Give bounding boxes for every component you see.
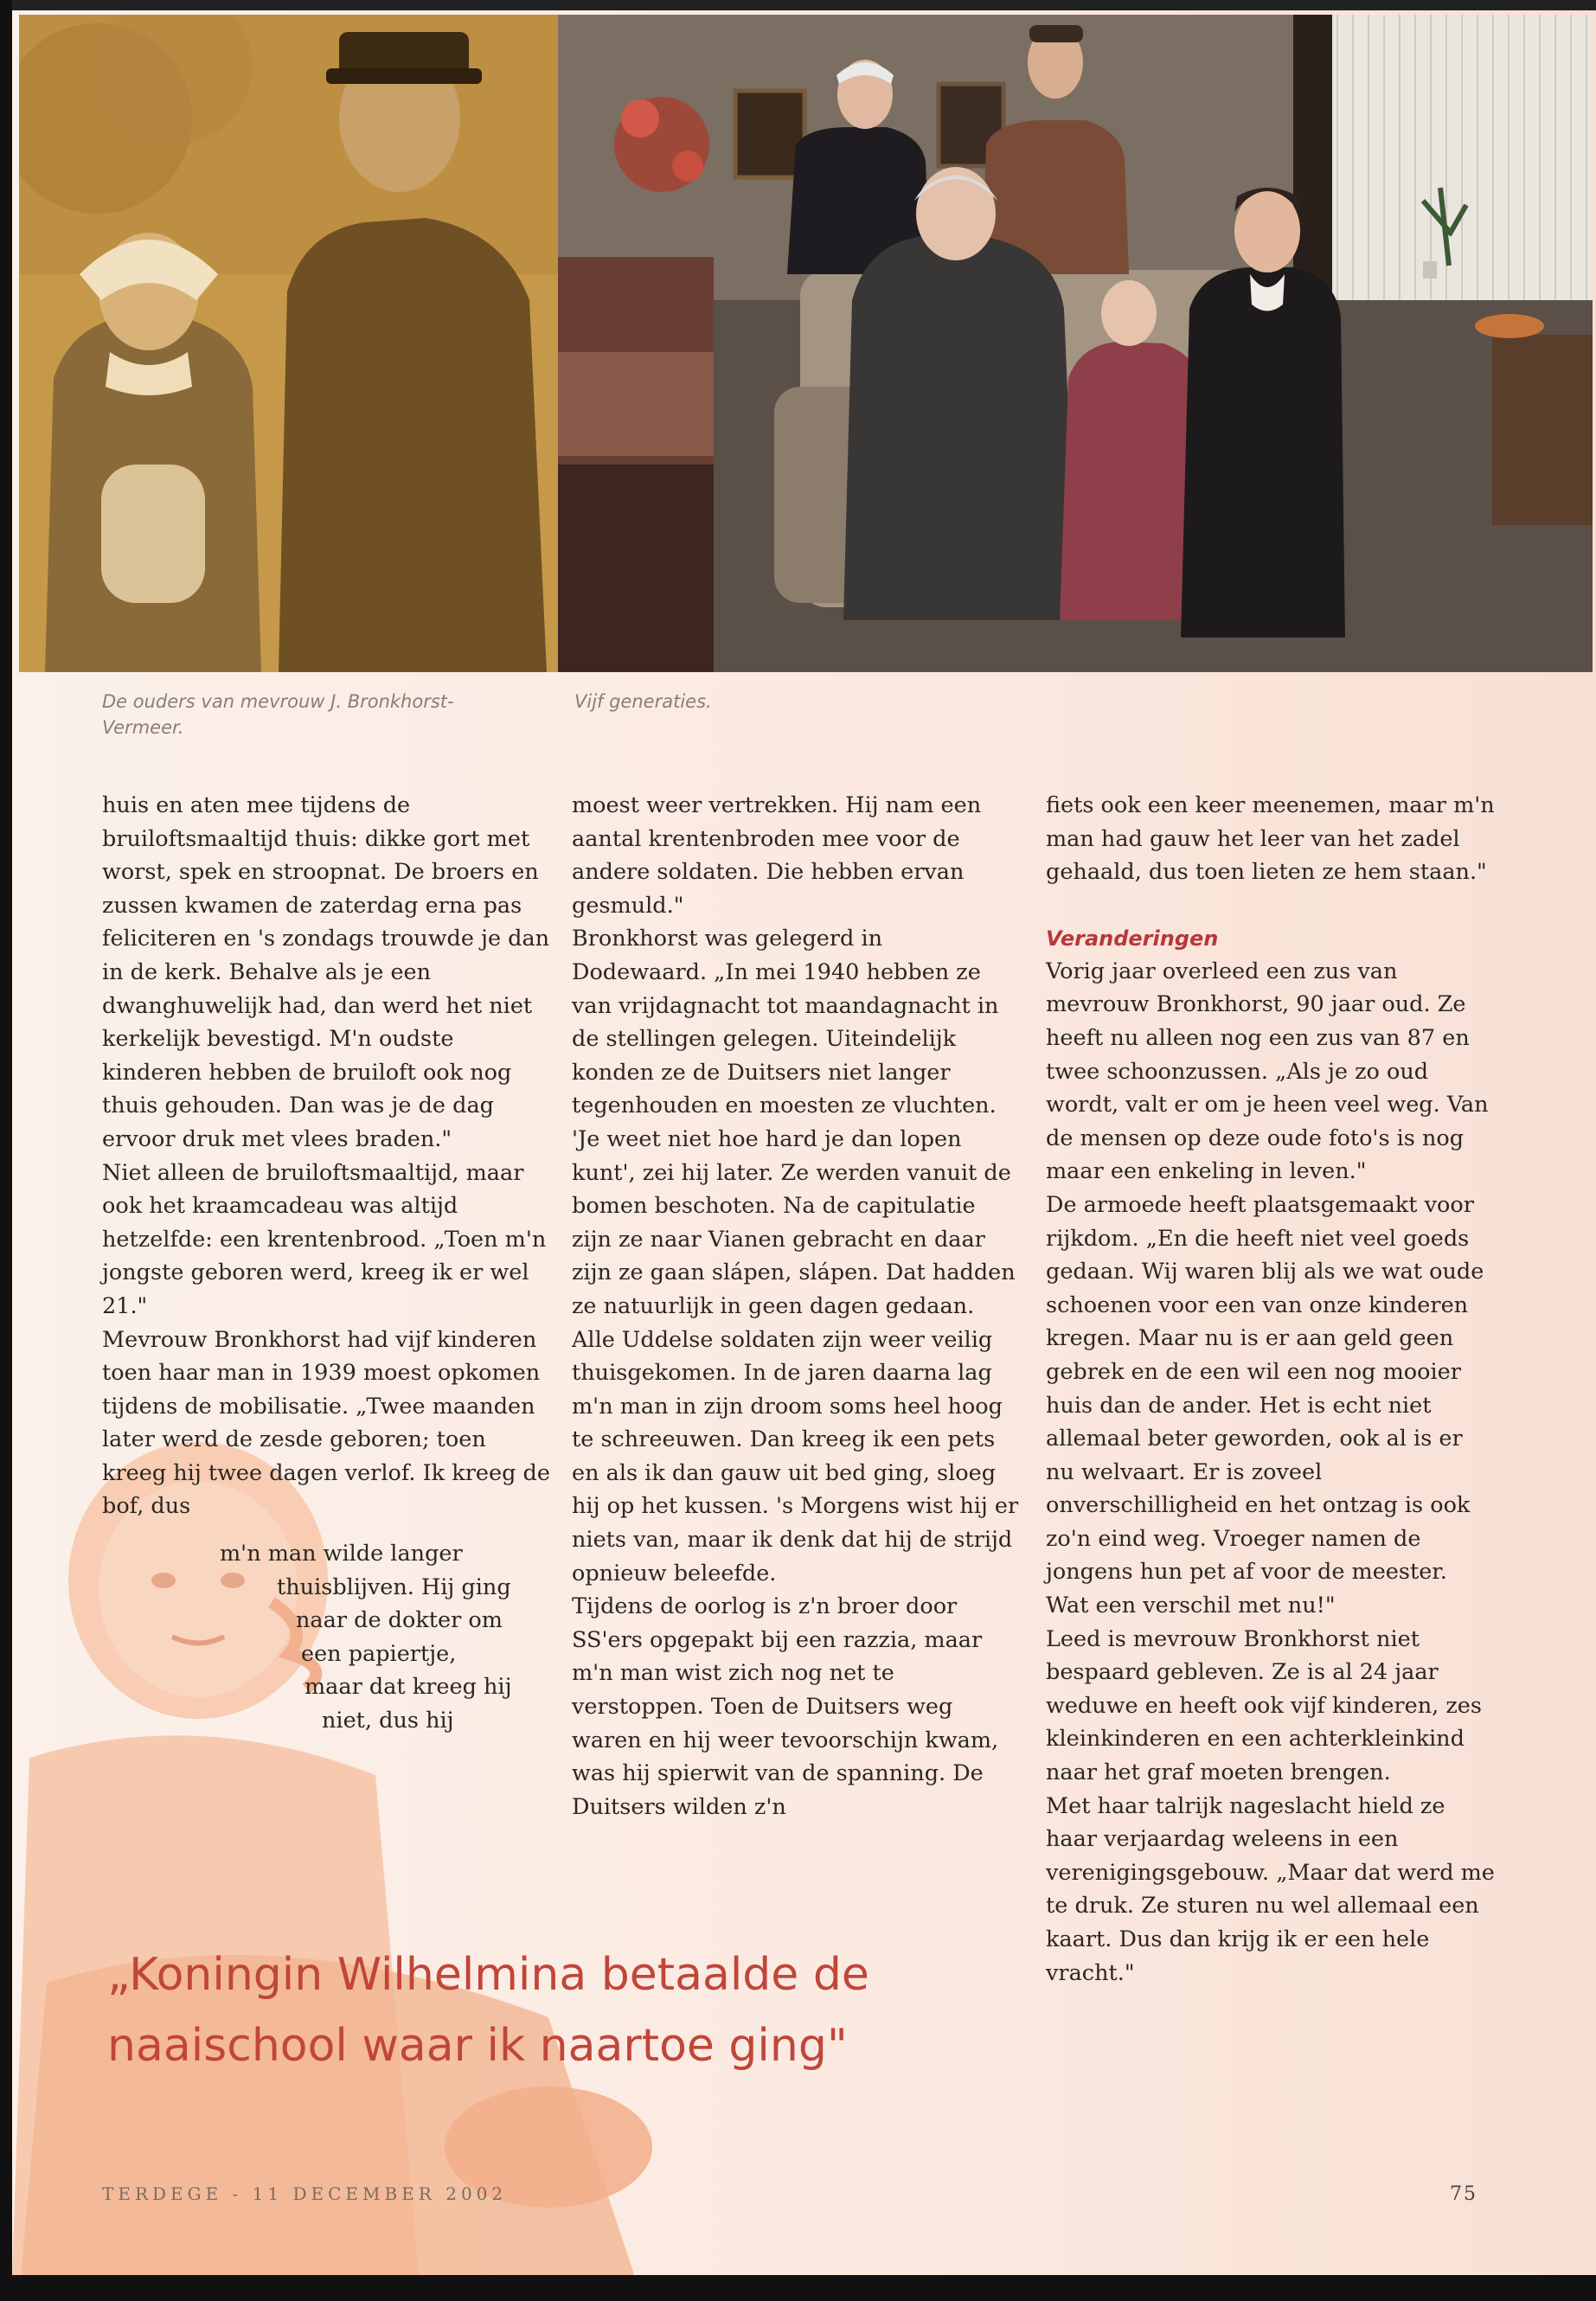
column-1-wrap-line-4: een papiertje, xyxy=(301,1641,457,1667)
column-3-body-text: Vorig jaar overleed een zus van mevrouw Bronkhorst, 90 jaar oud. Ze heeft nu alleen nog een zus van 87 en twee schoonzussen. „Als je zo oud wordt, valt er om je heen veel weg. Van de mensen op deze oude foto's is nog maar een enkeling in leven." De armoede heeft plaatsgemaakt voor rijkdom. „En die heeft niet veel goeds gedaan. Wij waren blij als we wat oude schoenen voor een van onze kinderen kregen. Maar nu is er aan geld geen gebrek en de een wil een nog mooier huis dan de ander. Het is echt niet allemaal beter geworden, ook al is er nu welvaart. Er is zoveel onverschilligheid en het ontzag is ook zo'n eind weg. Vroeger namen de jongens hun pet af voor de meester. Wat een verschil met nu!" Leed is mevrouw Bronkhorst niet bespaard gebleven. Ze is al 24 jaar weduwe en heeft ook vijf kinderen, zes kleinkinderen en een achterkleinkind naar het graf moeten brengen. Met haar talrijk nageslacht hield ze haar verjaardag weleens in een verenigingsgebouw. „Maar dat werd me te druk. Ze sturen nu wel allemaal een kaart. Dus dan krijg ik er een hele vracht." xyxy=(1046,958,1495,1986)
column-1 xyxy=(102,789,552,1523)
scan-border-top xyxy=(0,0,1596,10)
pull-quote: „Koningin Wilhelmina betaalde de naaischool waar ik naartoe ging" xyxy=(107,1949,869,2072)
scan-border-left xyxy=(0,0,12,2301)
column-1-wrap-line-1: m'n man wilde langer xyxy=(220,1541,463,1567)
section-heading-veranderingen: Veranderingen xyxy=(1046,926,1219,951)
column-1-wrap-line-2: thuisblijven. Hij ging xyxy=(277,1574,511,1600)
page-number: 75 xyxy=(1450,2183,1477,2205)
caption-parents-photo: De ouders van mevrouw J. Bronkhorst-Vermeer. xyxy=(102,691,454,738)
column-1-wrap-line-5: maar dat kreeg hij xyxy=(304,1674,512,1700)
magazine-page xyxy=(12,10,1596,2275)
parents-photo xyxy=(19,15,558,672)
scan-border-bottom xyxy=(0,2275,1596,2301)
five-generations-illustration xyxy=(558,15,1593,672)
footer-publication: TERDEGE - 11 DECEMBER 2002 xyxy=(102,2183,508,2204)
parents-photo-illustration xyxy=(19,15,558,672)
caption-generations-photo: Vijf generaties. xyxy=(574,691,712,712)
column-2 xyxy=(572,789,1022,1823)
column-1-wrap-line-3: naar de dokter om xyxy=(296,1607,503,1633)
five-generations-photo xyxy=(558,15,1593,672)
column-3-top-text: fiets ook een keer meenemen, maar m'n man had gauw het leer van het zadel gehaald, dus toen lieten ze hem staan." xyxy=(1046,792,1495,886)
column-1-wrap-line-6: niet, dus hij xyxy=(322,1708,454,1734)
column-2-text: moest weer vertrekken. Hij nam een aantal krentenbroden mee voor de andere soldaten. Die hebben ervan gesmuld." Bronkhorst was gelegerd in Dodewaard. „In mei 1940 hebben ze van vrijdagnacht tot maandagnacht in de stellingen gelegen. Uiteindelijk konden ze de Duitsers niet langer tegenhouden en moesten ze vluchten. 'Je weet niet hoe hard je dan lopen kunt', zei hij later. Ze werden vanuit de bomen beschoten. Na de capitulatie zijn ze naar Vianen gebracht en daar zijn ze gaan slápen, slápen. Dat hadden ze natuurlijk in geen dagen gedaan. Alle Uddelse soldaten zijn weer veilig thuisgekomen. In de jaren daarna lag m'n man in zijn droom soms heel hoog te schreeuwen. Dan kreeg ik een pets en als ik dan gauw uit bed ging, sloeg hij op het kussen. 's Morgens wist hij er niets van, maar ik denk dat hij de strijd opnieuw beleefde. Tijdens de oorlog is z'n broer door SS'ers opgepakt bij een razzia, maar m'n man wist zich nog net te verstoppen. Toen de Duitsers weg waren en hij weer tevoorschijn kwam, was hij spierwit van de spanning. De Duitsers wilden z'n xyxy=(572,792,1019,1820)
column-3 xyxy=(1046,789,1496,1990)
column-3-spacer xyxy=(1046,889,1496,922)
column-1-text: huis en aten mee tijdens de bruiloftsmaaltijd thuis: dikke gort met worst, spek en stroopnat. De broers en zussen kwamen de zaterdag erna pas feliciteren en 's zondags trouwde je dan in de kerk. Behalve als je een dwanghuwelijk had, dan werd het niet kerkelijk bevestigd. M'n oudste kinderen hebben de bruiloft ook nog thuis gehouden. Dan was je de dag ervoor druk met vlees braden." Niet alleen de bruiloftsmaaltijd, maar ook het kraamcadeau was altijd hetzelfde: een krentenbrood. „Toen m'n jongste geboren werd, kreeg ik er wel 21." Mevrouw Bronkhorst had vijf kinderen toen haar man in 1939 moest opkomen tijdens de mobilisatie. „Twee maanden later werd de zesde geboren; toen kreeg hij twee dagen verlof. Ik kreeg de bof, dus xyxy=(102,792,550,1520)
